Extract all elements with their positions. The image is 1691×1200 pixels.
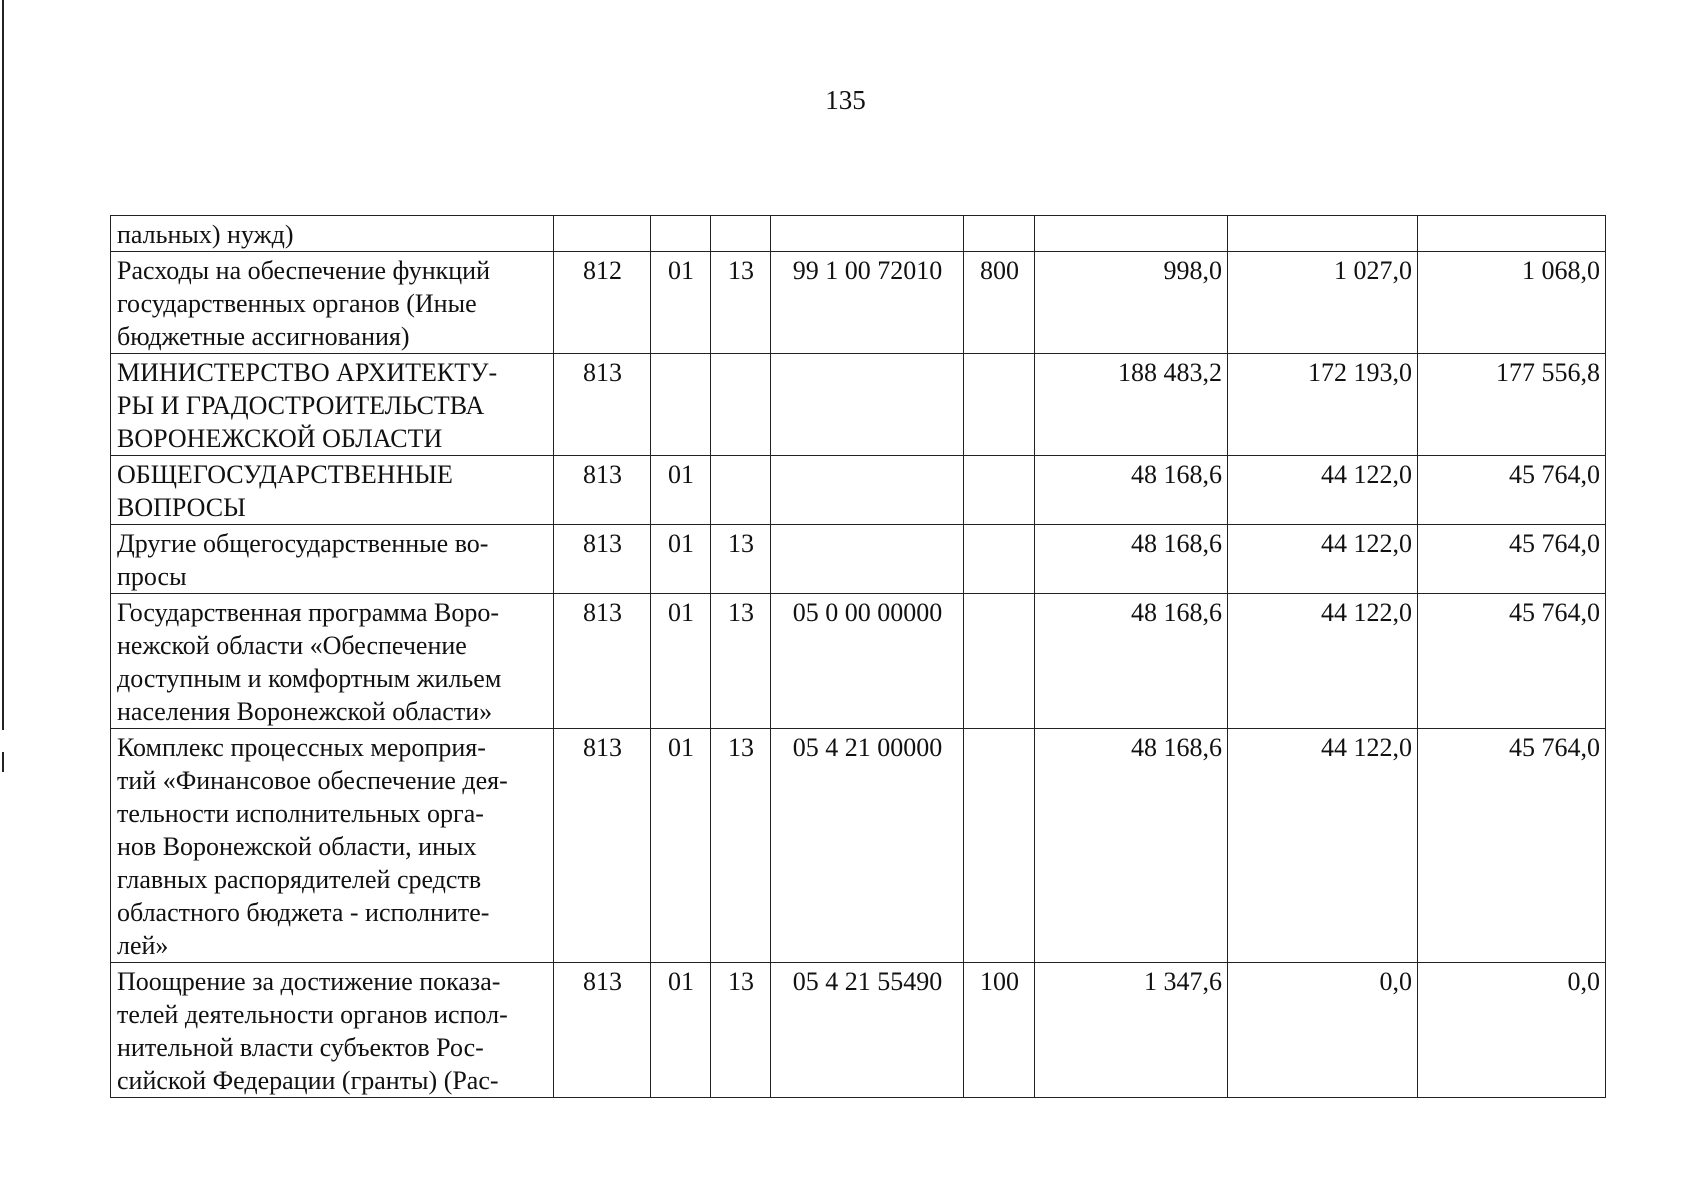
table-row bbox=[111, 525, 1606, 594]
cell-amount-year-2: 44 122,0 bbox=[1228, 456, 1418, 525]
row-name-line: РЫ И ГРАДОСТРОИТЕЛЬСТВА bbox=[117, 391, 485, 420]
cell-amount-year-1: 1 347,6 bbox=[1035, 963, 1228, 1098]
cell-target-article-code bbox=[771, 456, 964, 525]
cell-department-code: 813 bbox=[554, 525, 651, 594]
cell-expense-type-code bbox=[964, 216, 1035, 252]
cell-amount-year-3: 45 764,0 bbox=[1418, 594, 1606, 729]
cell-amount-year-3: 45 764,0 bbox=[1418, 456, 1606, 525]
row-name-line: Поощрение за достижение показа- bbox=[117, 967, 501, 996]
row-name-line: телей деятельности органов испол- bbox=[117, 1000, 508, 1029]
row-name bbox=[111, 354, 554, 456]
cell-amount-year-2: 44 122,0 bbox=[1228, 525, 1418, 594]
cell-department-code: 813 bbox=[554, 594, 651, 729]
row-name-line: доступным и комфортным жильем bbox=[117, 664, 502, 693]
row-name-line: государственных органов (Иные bbox=[117, 289, 477, 318]
cell-expense-type-code: 800 bbox=[964, 252, 1035, 354]
cell-amount-year-1: 998,0 bbox=[1035, 252, 1228, 354]
cell-section-code bbox=[651, 354, 711, 456]
budget-table-body bbox=[111, 216, 1606, 1098]
cell-target-article-code: 99 1 00 72010 bbox=[771, 252, 964, 354]
cell-amount-year-3: 0,0 bbox=[1418, 963, 1606, 1098]
row-name bbox=[111, 525, 554, 594]
row-name-line: ОБЩЕГОСУДАРСТВЕННЫЕ bbox=[117, 460, 453, 489]
cell-amount-year-1: 48 168,6 bbox=[1035, 456, 1228, 525]
row-name-line: бюджетные ассигнования) bbox=[117, 322, 410, 351]
cell-subsection-code: 13 bbox=[711, 729, 771, 963]
row-name bbox=[111, 216, 554, 252]
row-name-line: тий «Финансовое обеспечение дея- bbox=[117, 766, 508, 795]
cell-amount-year-1: 48 168,6 bbox=[1035, 525, 1228, 594]
cell-amount-year-2: 172 193,0 bbox=[1228, 354, 1418, 456]
row-name-line: лей» bbox=[117, 931, 169, 960]
cell-target-article-code bbox=[771, 216, 964, 252]
cell-target-article-code: 05 4 21 00000 bbox=[771, 729, 964, 963]
row-name-line: нительной власти субъектов Рос- bbox=[117, 1033, 484, 1062]
row-name-line: Расходы на обеспечение функций bbox=[117, 256, 491, 285]
cell-expense-type-code bbox=[964, 729, 1035, 963]
table-row bbox=[111, 354, 1606, 456]
cell-target-article-code bbox=[771, 354, 964, 456]
table-row bbox=[111, 594, 1606, 729]
row-name-line: нежской области «Обеспечение bbox=[117, 631, 467, 660]
table-row bbox=[111, 216, 1606, 252]
cell-expense-type-code bbox=[964, 456, 1035, 525]
cell-amount-year-3: 45 764,0 bbox=[1418, 729, 1606, 963]
row-name-line: главных распорядителей средств bbox=[117, 865, 482, 894]
cell-target-article-code bbox=[771, 525, 964, 594]
cell-subsection-code: 13 bbox=[711, 525, 771, 594]
cell-amount-year-2: 1 027,0 bbox=[1228, 252, 1418, 354]
cell-amount-year-3: 1 068,0 bbox=[1418, 252, 1606, 354]
cell-subsection-code: 13 bbox=[711, 963, 771, 1098]
row-name bbox=[111, 729, 554, 963]
cell-section-code: 01 bbox=[651, 525, 711, 594]
table-row bbox=[111, 252, 1606, 354]
cell-section-code: 01 bbox=[651, 729, 711, 963]
cell-expense-type-code: 100 bbox=[964, 963, 1035, 1098]
row-name bbox=[111, 963, 554, 1098]
row-name-line: ВОРОНЕЖСКОЙ ОБЛАСТИ bbox=[117, 424, 443, 453]
table-row bbox=[111, 963, 1606, 1098]
cell-expense-type-code bbox=[964, 354, 1035, 456]
row-name-line: Государственная программа Воро- bbox=[117, 598, 500, 627]
cell-department-code: 813 bbox=[554, 729, 651, 963]
row-name-line: сийской Федерации (гранты) (Рас- bbox=[117, 1066, 499, 1095]
row-name-line: Другие общегосударственные во- bbox=[117, 529, 489, 558]
cell-department-code: 813 bbox=[554, 456, 651, 525]
cell-amount-year-2: 44 122,0 bbox=[1228, 729, 1418, 963]
cell-amount-year-3: 45 764,0 bbox=[1418, 525, 1606, 594]
budget-table bbox=[110, 215, 1606, 1098]
cell-amount-year-2: 44 122,0 bbox=[1228, 594, 1418, 729]
row-name-line: МИНИСТЕРСТВО АРХИТЕКТУ- bbox=[117, 358, 498, 387]
cell-expense-type-code bbox=[964, 525, 1035, 594]
cell-section-code: 01 bbox=[651, 252, 711, 354]
row-name-line: нов Воронежской области, иных bbox=[117, 832, 477, 861]
cell-subsection-code bbox=[711, 216, 771, 252]
row-name-line: тельности исполнительных орга- bbox=[117, 799, 484, 828]
cell-amount-year-1: 188 483,2 bbox=[1035, 354, 1228, 456]
cell-department-code: 812 bbox=[554, 252, 651, 354]
row-name-line: просы bbox=[117, 562, 187, 591]
row-name bbox=[111, 252, 554, 354]
cell-amount-year-1: 48 168,6 bbox=[1035, 594, 1228, 729]
cell-amount-year-3 bbox=[1418, 216, 1606, 252]
row-name bbox=[111, 594, 554, 729]
cell-section-code bbox=[651, 216, 711, 252]
cell-subsection-code bbox=[711, 456, 771, 525]
cell-department-code: 813 bbox=[554, 354, 651, 456]
cell-section-code: 01 bbox=[651, 594, 711, 729]
cell-amount-year-2 bbox=[1228, 216, 1418, 252]
cell-department-code bbox=[554, 216, 651, 252]
cell-expense-type-code bbox=[964, 594, 1035, 729]
scan-edge-mark bbox=[2, 752, 4, 772]
cell-subsection-code: 13 bbox=[711, 252, 771, 354]
row-name-line: Комплекс процессных мероприя- bbox=[117, 733, 486, 762]
cell-department-code: 813 bbox=[554, 963, 651, 1098]
table-row bbox=[111, 456, 1606, 525]
row-name-line: ВОПРОСЫ bbox=[117, 493, 246, 522]
page-number: 135 bbox=[825, 85, 866, 115]
row-name-line: областного бюджета - исполните- bbox=[117, 898, 490, 927]
table-row bbox=[111, 729, 1606, 963]
cell-subsection-code: 13 bbox=[711, 594, 771, 729]
cell-amount-year-3: 177 556,8 bbox=[1418, 354, 1606, 456]
cell-section-code: 01 bbox=[651, 456, 711, 525]
cell-subsection-code bbox=[711, 354, 771, 456]
cell-target-article-code: 05 0 00 00000 bbox=[771, 594, 964, 729]
cell-section-code: 01 bbox=[651, 963, 711, 1098]
cell-amount-year-1: 48 168,6 bbox=[1035, 729, 1228, 963]
row-name bbox=[111, 456, 554, 525]
row-name-line: населения Воронежской области» bbox=[117, 697, 493, 726]
cell-target-article-code: 05 4 21 55490 bbox=[771, 963, 964, 1098]
row-name-line: пальных) нужд) bbox=[117, 220, 294, 249]
cell-amount-year-1 bbox=[1035, 216, 1228, 252]
cell-amount-year-2: 0,0 bbox=[1228, 963, 1418, 1098]
